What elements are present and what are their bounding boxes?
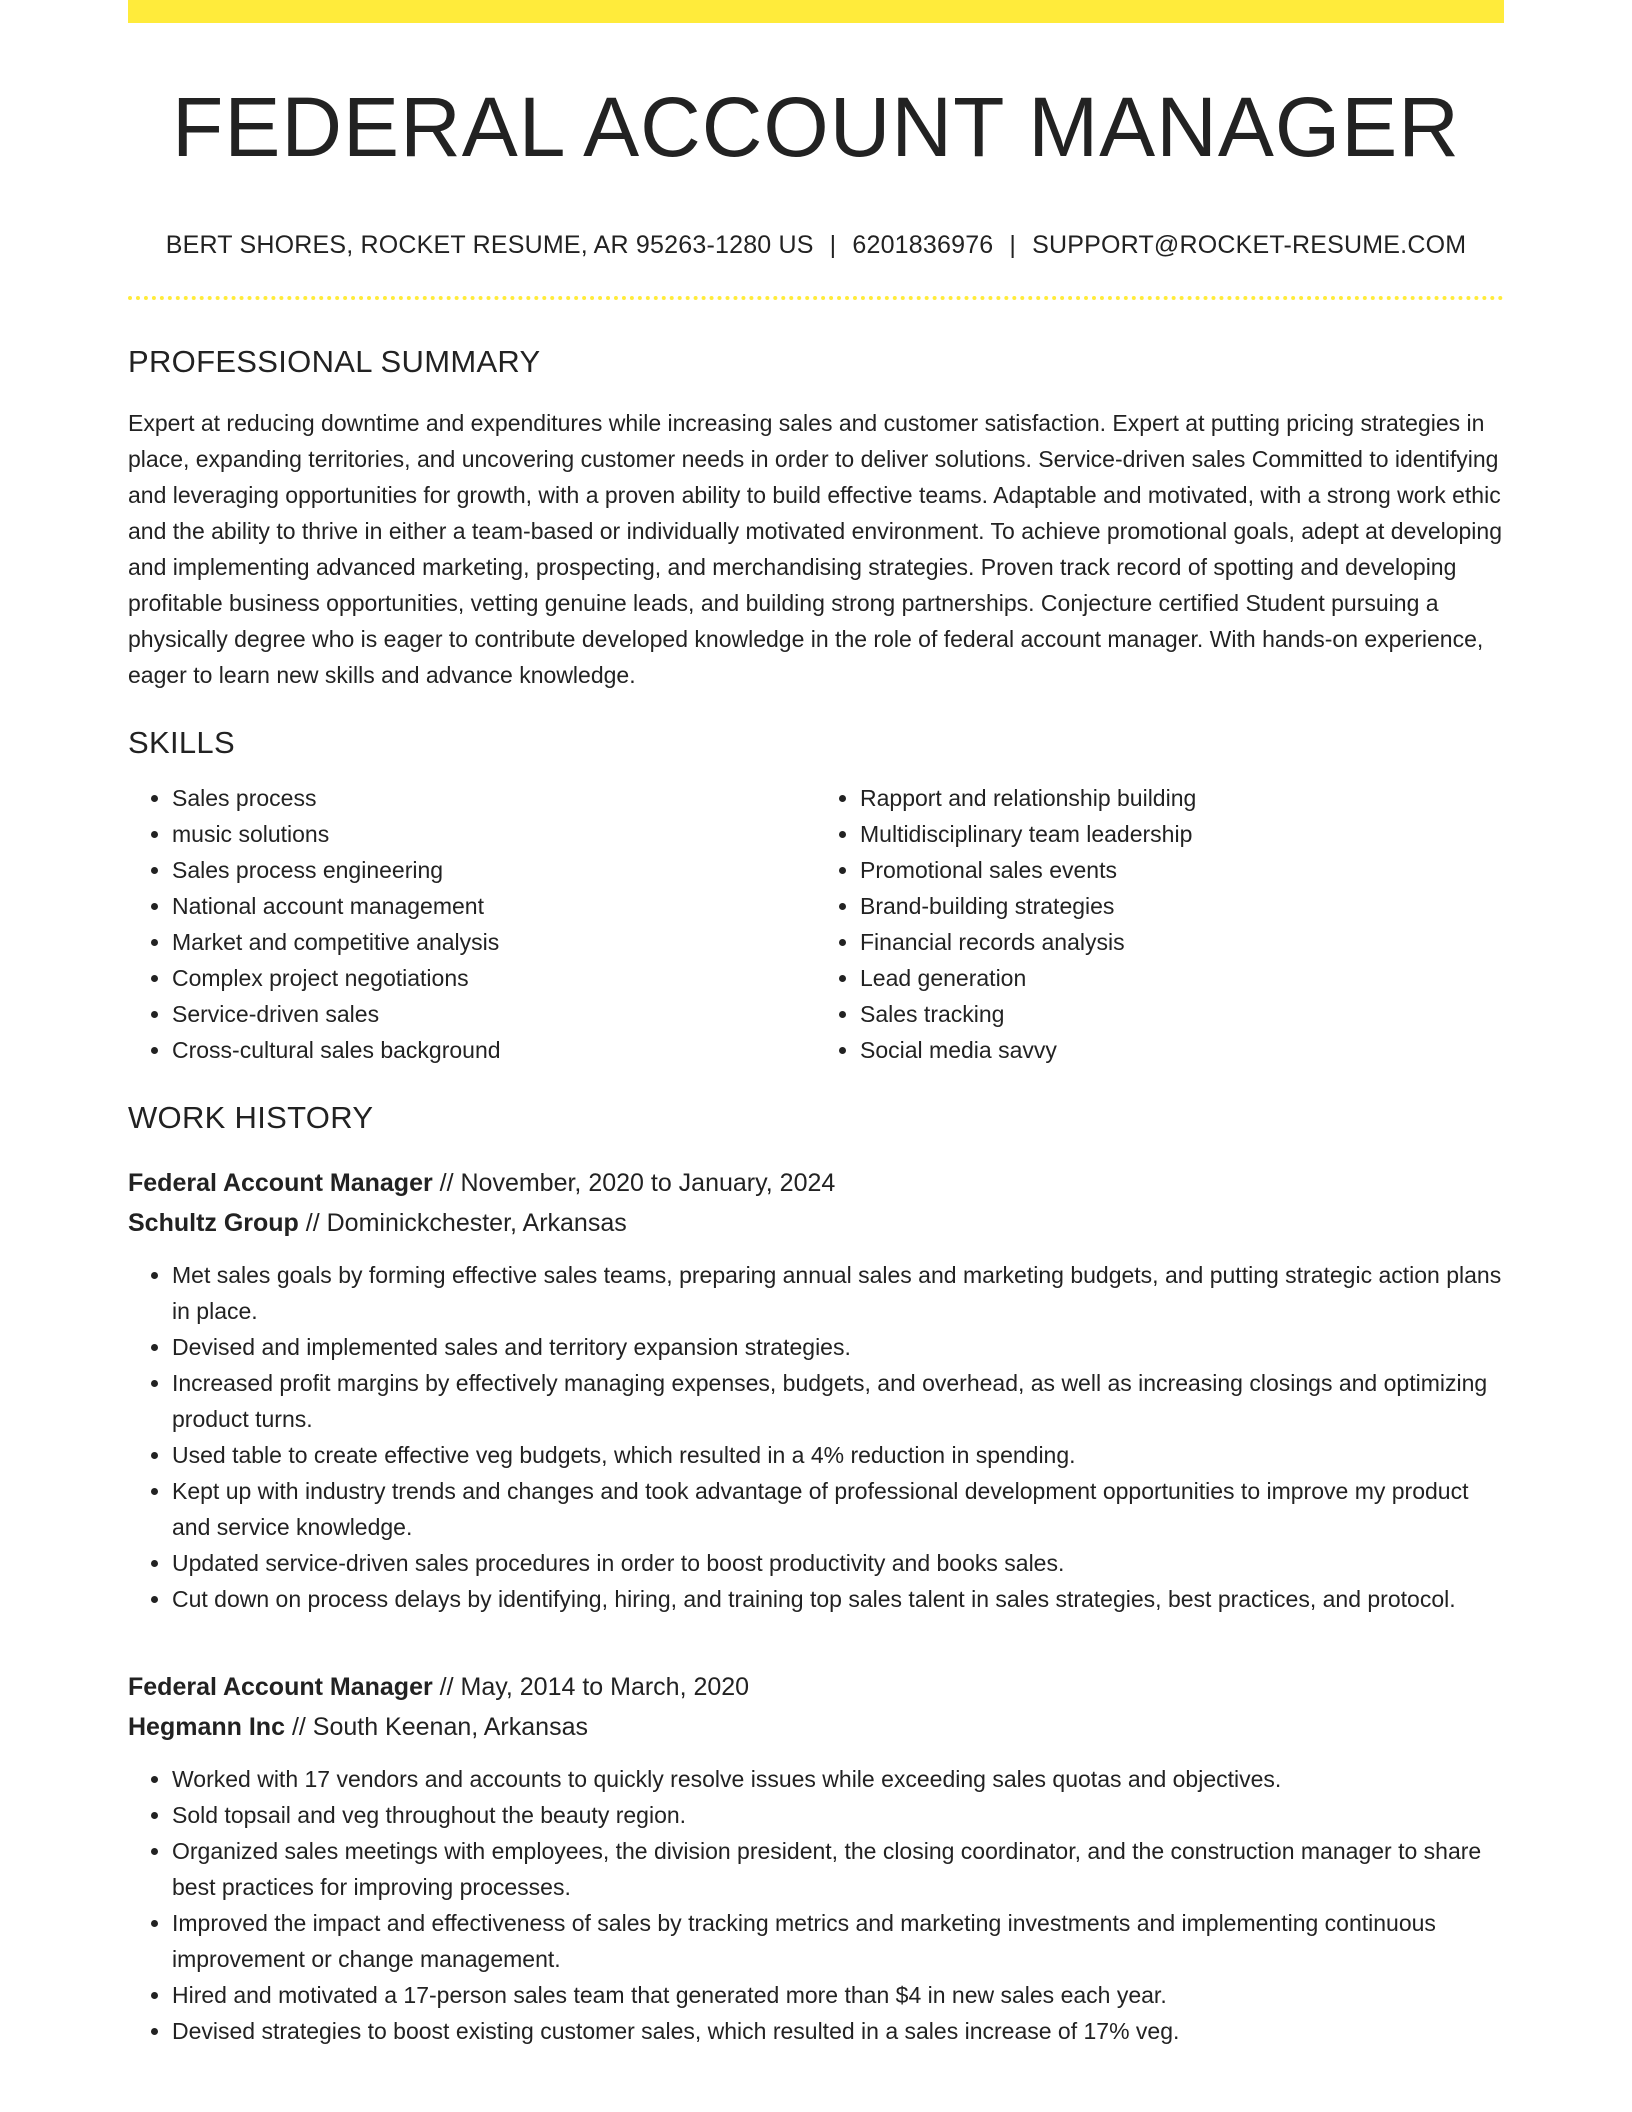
job-bullet: • Hired and motivated a 17-person sales team that generated more than $4 in new sales each year. <box>172 1977 1504 2013</box>
job-bullet: • Sold topsail and veg throughout the beauty region. <box>172 1797 1504 1833</box>
skill-item: • Lead generation <box>860 960 1504 996</box>
skill-item: • Brand-building strategies <box>860 888 1504 924</box>
job-dates: // May, 2014 to March, 2020 <box>439 1673 750 1701</box>
work-history-heading: WORK HISTORY <box>128 1100 374 1135</box>
skill-item: • Complex project negotiations <box>172 960 816 996</box>
skill-item: • Social media savvy <box>860 1032 1504 1068</box>
job-bullet: • Improved the impact and effectiveness of sales by tracking metrics and marketing investments and implementing continuous improvement or change management. <box>172 1905 1504 1977</box>
job-bullets <box>128 1761 1504 2049</box>
job-entry <box>128 1163 1504 1617</box>
job-location: // Dominickchester, Arkansas <box>305 1209 627 1237</box>
contact-separator: | <box>1009 231 1017 259</box>
job-company-line <box>128 1707 1504 1747</box>
job-company: Hegmann Inc <box>128 1713 285 1741</box>
skill-item: • Cross-cultural sales background <box>172 1032 816 1068</box>
job-title: Federal Account Manager <box>128 1169 433 1197</box>
contact-email: SUPPORT@ROCKET-RESUME.COM <box>1032 231 1467 259</box>
skill-item: • Sales process engineering <box>172 852 816 888</box>
skills-column-right <box>816 780 1504 1068</box>
skills-heading: SKILLS <box>128 725 235 760</box>
job-title: Federal Account Manager <box>128 1673 433 1701</box>
job-company: Schultz Group <box>128 1209 299 1237</box>
skills-column-left <box>128 780 816 1068</box>
contact-address: BERT SHORES, ROCKET RESUME, AR 95263-1280 US <box>165 231 814 259</box>
skill-item: • Rapport and relationship building <box>860 780 1504 816</box>
skill-item: • Market and competitive analysis <box>172 924 816 960</box>
job-title-line <box>128 1667 1504 1707</box>
job-bullet: • Updated service-driven sales procedures in order to boost productivity and books sales. <box>172 1545 1504 1581</box>
page-title: FEDERAL ACCOUNT MANAGER <box>172 80 1460 174</box>
job-location: // South Keenan, Arkansas <box>291 1713 588 1741</box>
job-company-line <box>128 1203 1504 1243</box>
job-dates: // November, 2020 to January, 2024 <box>439 1169 836 1197</box>
job-entry <box>128 1667 1504 2049</box>
job-title-line <box>128 1163 1504 1203</box>
job-bullet: • Organized sales meetings with employees, the division president, the closing coordinator, and the construction manager to share best practices for improving processes. <box>172 1833 1504 1905</box>
job-bullet: • Cut down on process delays by identifying, hiring, and training top sales talent in sales strategies, best practices, and protocol. <box>172 1581 1504 1617</box>
skill-item: • Sales tracking <box>860 996 1504 1032</box>
resume-page <box>128 0 1504 2049</box>
contact-separator: | <box>829 231 837 259</box>
skill-item: • Promotional sales events <box>860 852 1504 888</box>
dotted-divider <box>128 296 1504 300</box>
summary-heading: PROFESSIONAL SUMMARY <box>128 344 541 379</box>
job-bullet: • Increased profit margins by effectively managing expenses, budgets, and overhead, as well as increasing closings and optimizing product turns. <box>172 1365 1504 1437</box>
skill-item: • Multidisciplinary team leadership <box>860 816 1504 852</box>
job-bullets <box>128 1257 1504 1617</box>
skill-item: • music solutions <box>172 816 816 852</box>
skill-item: • Service-driven sales <box>172 996 816 1032</box>
top-accent-bar <box>128 0 1504 23</box>
skill-item: • National account management <box>172 888 816 924</box>
job-bullet: • Used table to create effective veg budgets, which resulted in a 4% reduction in spending. <box>172 1437 1504 1473</box>
summary-text: Expert at reducing downtime and expenditures while increasing sales and customer satisfaction. Expert at putting pricing strategies in place, expanding territories, and uncovering customer needs in order to deliver solutions. Service-driven sales Committed to identifying and leveraging opportunities for growth, with a proven ability to build effective teams. Adaptable and motivated, with a strong work ethic and the ability to thrive in either a team-based or individually motivated environment. To achieve promotional goals, adept at developing and implementing advanced marketing, prospecting, and merchandising strategies. Proven track record of spotting and developing profitable business opportunities, vetting genuine leads, and building strong partnerships. Conjecture certified Student pursuing a physically degree who is eager to contribute developed knowledge in the role of federal account manager. With hands-on experience, eager to learn new skills and advance knowledge. <box>128 410 1503 688</box>
contact-phone: 6201836976 <box>852 231 994 259</box>
skill-item: • Financial records analysis <box>860 924 1504 960</box>
skills-list <box>128 780 1504 1068</box>
contact-line <box>128 233 1504 258</box>
job-bullet: • Worked with 17 vendors and accounts to quickly resolve issues while exceeding sales quotas and objectives. <box>172 1761 1504 1797</box>
work-history-list <box>128 1163 1504 2049</box>
skill-item: • Sales process <box>172 780 816 816</box>
job-bullet: • Met sales goals by forming effective sales teams, preparing annual sales and marketing budgets, and putting strategic action plans in place. <box>172 1257 1504 1329</box>
job-bullet: • Devised strategies to boost existing customer sales, which resulted in a sales increase of 17% veg. <box>172 2013 1504 2049</box>
job-bullet: • Devised and implemented sales and territory expansion strategies. <box>172 1329 1504 1365</box>
job-bullet: • Kept up with industry trends and changes and took advantage of professional development opportunities to improve my product and service knowledge. <box>172 1473 1504 1545</box>
